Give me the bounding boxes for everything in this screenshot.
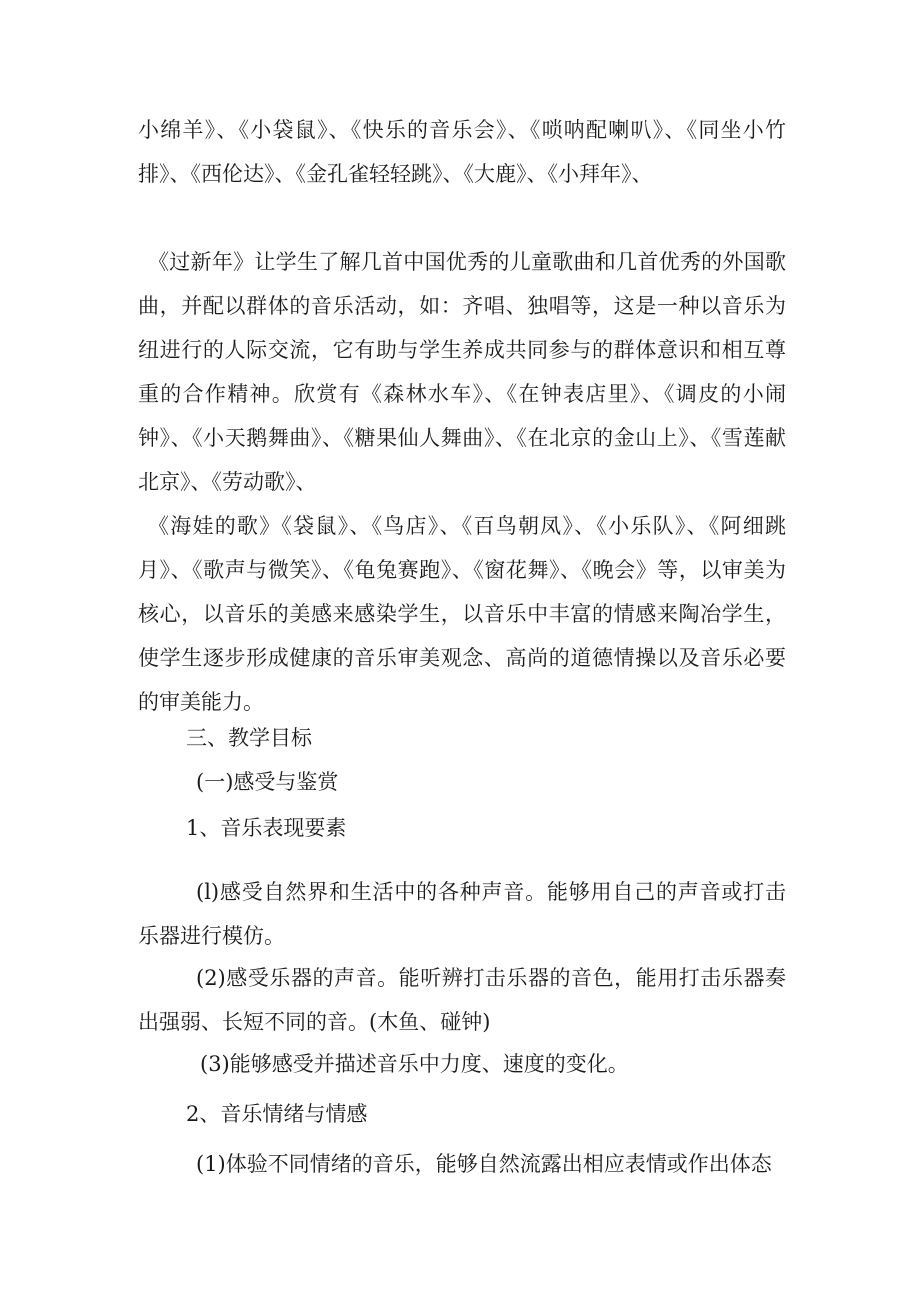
item1-point-3: (3)能够感受并描述音乐中力度、速度的变化。: [200, 1052, 629, 1076]
paragraph-song-list-continued: 小绵羊》、《小袋鼠》、《快乐的音乐会》、《唢呐配喇叭》、《同坐小竹排》、《西伦达》、《金孔雀轻轻跳》、《大鹿》、《小拜年》、: [138, 118, 786, 186]
section-heading: 三、教学目标: [186, 726, 312, 750]
item2-point-1: (1)体验不同情绪的音乐，能够自然流露出相应表情或作出体态: [196, 1152, 772, 1176]
item1-point-1: (l)感受自然界和生活中的各种声音。能够用自己的声音或打击乐器进行模仿。: [138, 880, 786, 948]
item2-heading: 2、音乐情绪与情感: [186, 1102, 368, 1126]
item1-point-2: (2)感受乐器的声音。能听辨打击乐器的音色，能用打击乐器奏出强弱、长短不同的音。(木鱼、碰钟): [138, 966, 786, 1034]
item1-heading: 1、音乐表现要素: [186, 816, 347, 840]
paragraph-song-purpose: 《过新年》让学生了解几首中国优秀的儿童歌曲和几首优秀的外国歌曲，并配以群体的音乐活动，如：齐唱、独唱等，这是一种以音乐为纽进行的人际交流，它有助与学生养成共同参与的群体意识和相互尊重的合作精神。欣赏有《森林水车》、《在钟表店里》、《调皮的小闹钟》、《小天鹅舞曲》、《糖果仙人舞曲》、《在北京的金山上》、《雪莲献北京》、《劳动歌》、: [138, 250, 786, 494]
subsection-heading: (一)感受与鉴赏: [196, 770, 339, 794]
paragraph-appreciation-list: 《海娃的歌》《袋鼠》、《鸟店》、《百鸟朝凤》、《小乐队》、《阿细跳月》、《歌声与微笑》、《龟兔赛跑》、《窗花舞》、《晚会》等，以审美为核心，以音乐的美感来感染学生，以音乐中丰富的情感来陶冶学生，使学生逐步形成健康的音乐审美观念、高尚的道德情操以及音乐必要的审美能力。: [138, 514, 786, 714]
